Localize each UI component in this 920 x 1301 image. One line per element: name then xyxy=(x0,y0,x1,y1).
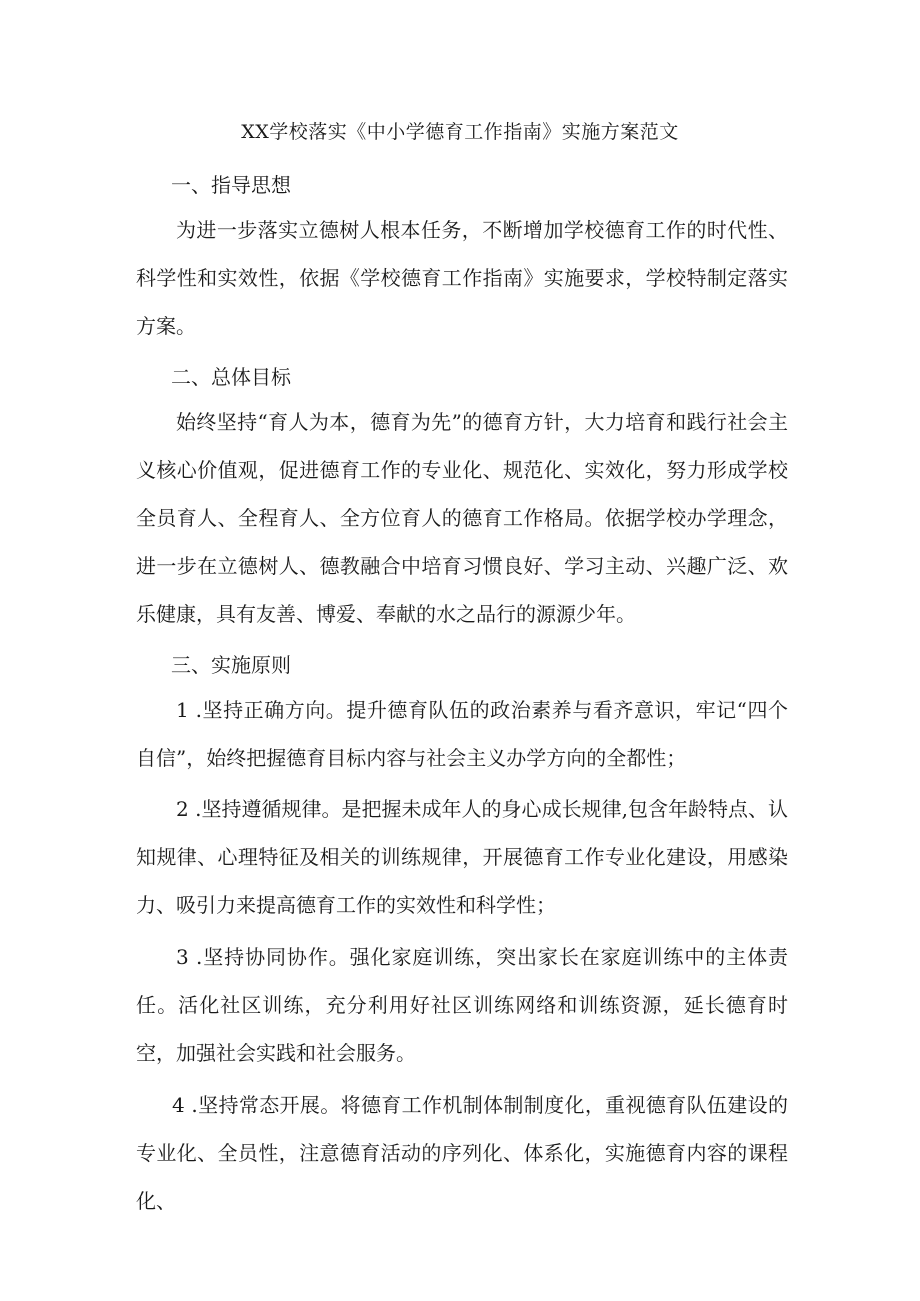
principle-item-2: 2 .坚持遵循规律。是把握未成年人的身心成长规律,包含年龄特点、认知规律、心理特征及相关的训练规律，开展德育工作专业化建设，用感染力、吸引力来提高德育工作的实效性和科学性； xyxy=(136,797,788,917)
section-heading-overall-goals: 二、总体目标 xyxy=(171,365,291,389)
section-heading-principles: 三、实施原则 xyxy=(171,653,291,677)
document-title: XX学校落实《中小学德育工作指南》实施方案范文 xyxy=(241,121,679,143)
paragraph-guiding-ideology: 为进一步落实立德树人根本任务，不断增加学校德育工作的时代性、科学性和实效性，依据《学校德育工作指南》实施要求，学校特制定落实方案。 xyxy=(136,218,788,338)
principle-item-1: 1 .坚持正确方向。提升德育队伍的政治素养与看齐意识，牢记“四个自信”，始终把握德育目标内容与社会主义办学方向的全都性； xyxy=(136,698,788,770)
principle-item-4: 4 .坚持常态开展。将德育工作机制体制制度化，重视德育队伍建设的专业化、全员性，注意德育活动的序列化、体系化，实施德育内容的课程化、 xyxy=(136,1093,788,1213)
section-heading-guiding-ideology: 一、指导思想 xyxy=(171,173,291,197)
principle-item-3: 3 .坚持协同协作。强化家庭训练，突出家长在家庭训练中的主体责任。活化社区训练，充分利用好社区训练网络和训练资源，延长德育时空，加强社会实践和社会服务。 xyxy=(136,945,788,1065)
paragraph-overall-goals: 始终坚持“育人为本，德育为先”的德育方针，大力培育和践行社会主义核心价值观，促进德育工作的专业化、规范化、实效化，努力形成学校全员育人、全程育人、全方位育人的德育工作格局。依据学校办学理念，进一步在立德树人、德教融合中培育习惯良好、学习主动、兴趣广泛、欢乐健康，具有友善、博爱、奉献的水之品行的源源少年。 xyxy=(136,410,788,626)
